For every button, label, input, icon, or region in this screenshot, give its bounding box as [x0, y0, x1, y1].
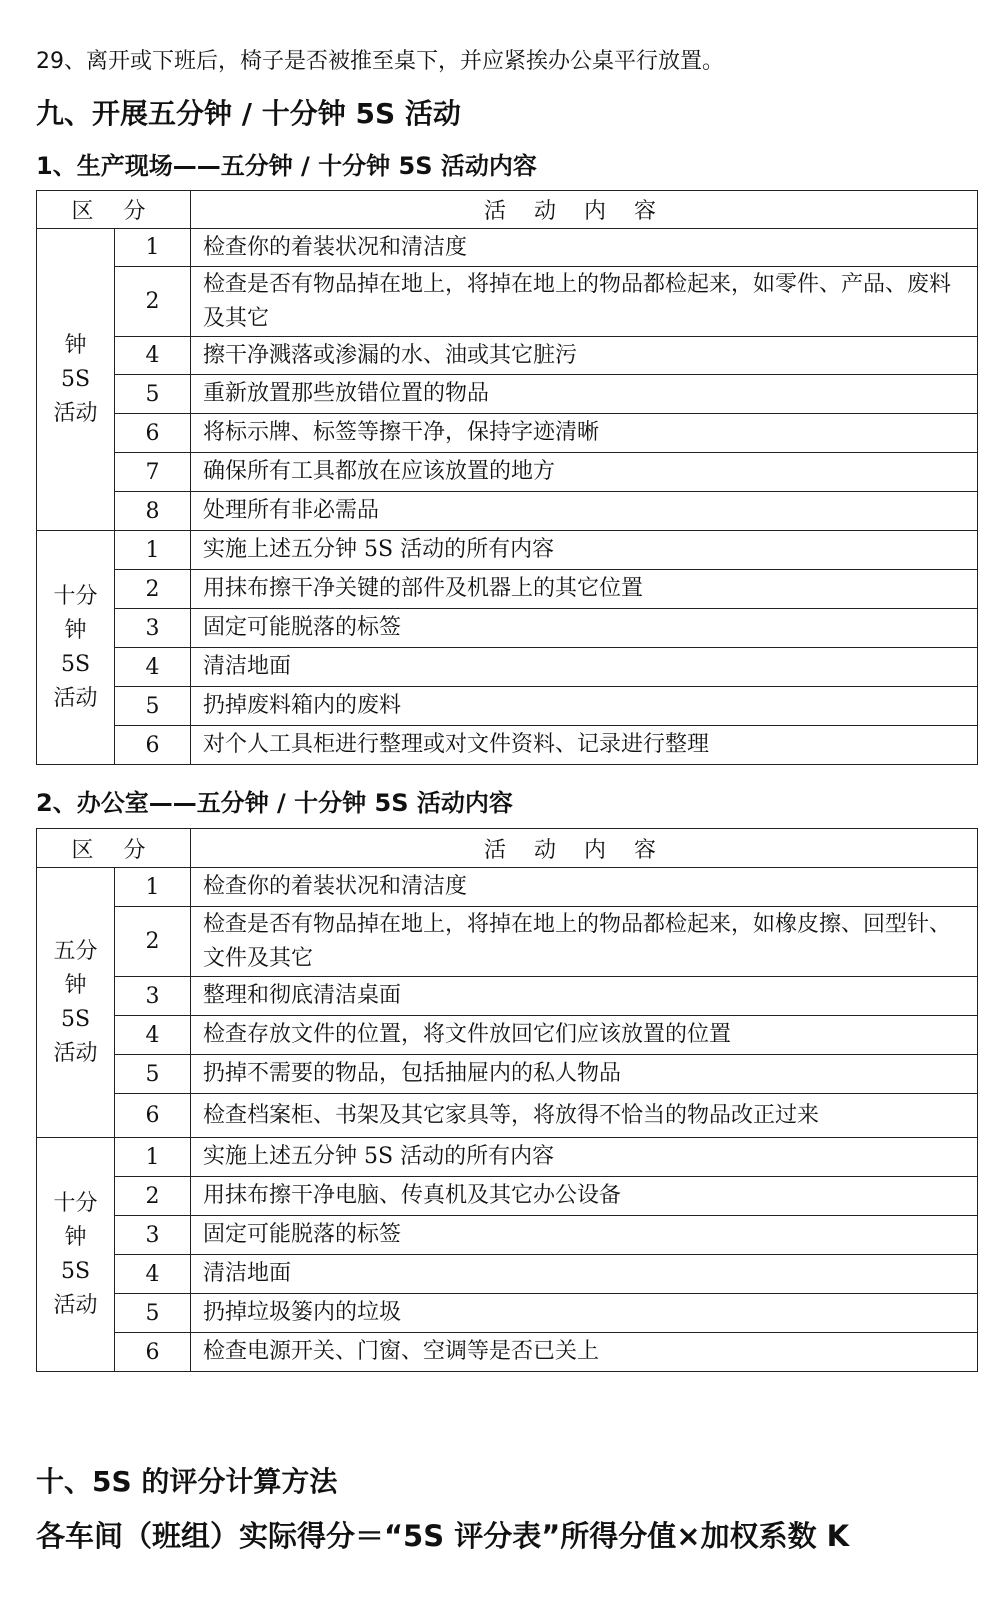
- row-number: 4: [115, 648, 191, 687]
- row-text: 检查存放文件的位置，将文件放回它们应该放置的位置: [191, 1016, 978, 1055]
- row-text: 扔掉垃圾篓内的垃圾: [191, 1294, 978, 1333]
- row-text: 扔掉废料箱内的废料: [191, 687, 978, 726]
- table-row: [37, 648, 978, 687]
- row-number: 5: [115, 1055, 191, 1094]
- row-text: 清洁地面: [191, 1255, 978, 1294]
- group-label-line: 5S: [60, 1006, 91, 1032]
- row-number: 2: [115, 907, 191, 977]
- table-row: [37, 531, 978, 570]
- row-number: 8: [115, 492, 191, 531]
- group-label-line: 活动: [53, 1040, 98, 1066]
- row-number: 3: [115, 977, 191, 1016]
- group-label-five-minute: [37, 868, 115, 1138]
- row-number: 5: [115, 687, 191, 726]
- row-text: 检查你的着装状况和清洁度: [191, 229, 978, 267]
- group-label-line: 钟: [64, 1224, 87, 1250]
- production-table-title: 1、生产现场——五分钟 / 十分钟 5S 活动内容: [36, 152, 537, 180]
- row-number: 4: [115, 337, 191, 375]
- row-text: 检查是否有物品掉在地上，将掉在地上的物品都检起来，如橡皮擦、回型针、文件及其它: [191, 907, 978, 977]
- table-row: [37, 1094, 978, 1138]
- table-row: [37, 492, 978, 531]
- group-label-ten-minute: [37, 531, 115, 765]
- row-number: 5: [115, 1294, 191, 1333]
- table-row: [37, 1177, 978, 1216]
- row-text: 检查电源开关、门窗、空调等是否已关上: [191, 1333, 978, 1372]
- table-header-row: [37, 829, 978, 868]
- group-label-line: 5S: [60, 1258, 91, 1284]
- row-number: 2: [115, 570, 191, 609]
- row-text: 将标示牌、标签等擦干净，保持字迹清晰: [191, 414, 978, 453]
- table-row: [37, 726, 978, 765]
- table-row: [37, 977, 978, 1016]
- group-label-line: 五分: [53, 938, 98, 964]
- group-label-line: 5S: [60, 651, 91, 677]
- row-number: 2: [115, 1177, 191, 1216]
- score-formula: 各车间（班组）实际得分＝“5S 评分表”所得分值×加权系数 K: [36, 1519, 850, 1553]
- header-content: 活动内容: [191, 191, 978, 229]
- row-text: 扔掉不需要的物品，包括抽屉内的私人物品: [191, 1055, 978, 1094]
- office-table-title: 2、办公室——五分钟 / 十分钟 5S 活动内容: [36, 789, 513, 817]
- header-content: 活动内容: [191, 829, 978, 868]
- row-number: 3: [115, 1216, 191, 1255]
- group-label-ten-minute: [37, 1138, 115, 1372]
- row-text: 固定可能脱落的标签: [191, 1216, 978, 1255]
- table-row: [37, 414, 978, 453]
- section-9-title: 九、开展五分钟 / 十分钟 5S 活动: [36, 97, 461, 130]
- header-zone: 区分: [37, 829, 191, 868]
- row-number: 4: [115, 1255, 191, 1294]
- group-label-line: 活动: [53, 1292, 98, 1318]
- row-text: 重新放置那些放错位置的物品: [191, 375, 978, 414]
- row-text: 对个人工具柜进行整理或对文件资料、记录进行整理: [191, 726, 978, 765]
- row-number: 7: [115, 453, 191, 492]
- row-number: 1: [115, 868, 191, 907]
- table-row: [37, 609, 978, 648]
- group-label-line: 活动: [53, 400, 98, 426]
- row-number: 6: [115, 414, 191, 453]
- table-row: [37, 267, 978, 337]
- table-row: [37, 229, 978, 267]
- row-text: 实施上述五分钟 5S 活动的所有内容: [191, 1138, 978, 1177]
- table-row: [37, 570, 978, 609]
- row-number: 6: [115, 1094, 191, 1138]
- table-row: [37, 1138, 978, 1177]
- group-label-line: 5S: [60, 366, 91, 392]
- group-label-line: 十分: [53, 1190, 98, 1216]
- office-activity-table: [36, 828, 978, 1372]
- row-text: 检查是否有物品掉在地上，将掉在地上的物品都检起来，如零件、产品、废料及其它: [191, 267, 978, 337]
- table-row: [37, 868, 978, 907]
- row-text: 清洁地面: [191, 648, 978, 687]
- table-row: [37, 1216, 978, 1255]
- row-text: 实施上述五分钟 5S 活动的所有内容: [191, 531, 978, 570]
- row-text: 检查你的着装状况和清洁度: [191, 868, 978, 907]
- table-row: [37, 1055, 978, 1094]
- row-text: 整理和彻底清洁桌面: [191, 977, 978, 1016]
- row-number: 1: [115, 531, 191, 570]
- row-number: 3: [115, 609, 191, 648]
- group-label-line: 十分: [53, 583, 98, 609]
- row-text: 检查档案柜、书架及其它家具等，将放得不恰当的物品改正过来: [191, 1094, 978, 1138]
- table-row: [37, 1294, 978, 1333]
- group-label-five-minute: [37, 229, 115, 531]
- row-text: 处理所有非必需品: [191, 492, 978, 531]
- group-label-line: 活动: [53, 685, 98, 711]
- row-number: 2: [115, 267, 191, 337]
- group-label-line: 钟: [64, 617, 87, 643]
- row-text: 确保所有工具都放在应该放置的地方: [191, 453, 978, 492]
- group-label-line: 钟: [64, 972, 87, 998]
- row-number: 6: [115, 726, 191, 765]
- row-number: 1: [115, 1138, 191, 1177]
- table-row: [37, 1333, 978, 1372]
- table-row: [37, 375, 978, 414]
- row-number: 5: [115, 375, 191, 414]
- table-row: [37, 907, 978, 977]
- row-text: 用抹布擦干净关键的部件及机器上的其它位置: [191, 570, 978, 609]
- header-zone: 区分: [37, 191, 191, 229]
- row-text: 擦干净溅落或渗漏的水、油或其它脏污: [191, 337, 978, 375]
- row-number: 1: [115, 229, 191, 267]
- row-number: 6: [115, 1333, 191, 1372]
- group-label-line: 钟: [64, 332, 87, 358]
- table-row: [37, 687, 978, 726]
- row-text: 固定可能脱落的标签: [191, 609, 978, 648]
- row-number: 4: [115, 1016, 191, 1055]
- table-row: [37, 1016, 978, 1055]
- section-10-title: 十、5S 的评分计算方法: [36, 1465, 338, 1498]
- production-activity-table: [36, 190, 978, 765]
- table-row: [37, 453, 978, 492]
- row-text: 用抹布擦干净电脑、传真机及其它办公设备: [191, 1177, 978, 1216]
- intro-line: 29、离开或下班后，椅子是否被推至桌下，并应紧挨办公桌平行放置。: [36, 49, 724, 74]
- table-row: [37, 337, 978, 375]
- table-row: [37, 1255, 978, 1294]
- table-header-row: [37, 191, 978, 229]
